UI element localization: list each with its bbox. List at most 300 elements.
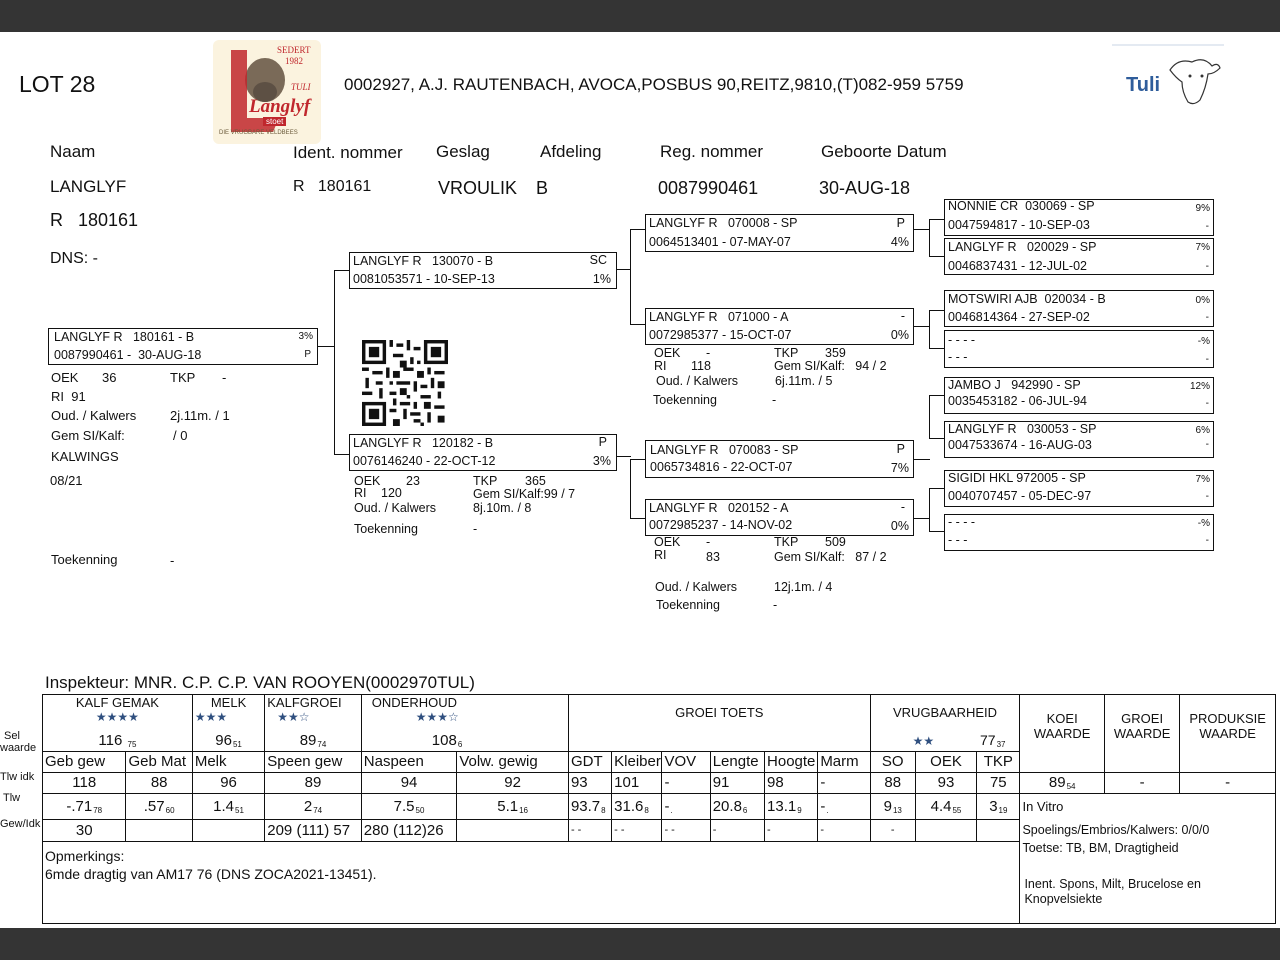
gew-idk-value: - -: [664, 824, 675, 836]
sel-melk-sub: 51: [232, 740, 242, 749]
tlw-sub: 8: [601, 805, 606, 815]
tlw-idk-cell: [457, 772, 569, 793]
ggp-flag: -: [1205, 535, 1209, 546]
side-label-sel: Sel: [4, 730, 20, 742]
tlw-idk-cell: [361, 772, 457, 793]
gp-line1: LANGLYF R 070008 - SP: [649, 216, 798, 230]
ggp-line2: 0047533674 - 16-AUG-03: [948, 438, 1092, 452]
tlw-idk-cell: [977, 772, 1020, 793]
dam-tkp-label: TKP: [473, 474, 498, 488]
col-header: Melk: [192, 751, 264, 772]
langlyf-logo: [213, 40, 321, 144]
melk-header: [192, 695, 264, 731]
tlw-group: [66, 798, 102, 815]
dam-box: [349, 434, 617, 471]
gp2-tkp: 359: [825, 346, 846, 360]
animal-afdeling: B: [536, 178, 549, 198]
gp-pct: 0%: [890, 519, 909, 533]
sel-kalfgroei-sub: 74: [317, 740, 327, 749]
tlw-cell: [818, 793, 870, 819]
line-to-sire: [334, 270, 350, 271]
subject-line1: LANGLYF R 180161 - B: [54, 330, 195, 344]
remarks-cell: [43, 841, 1020, 923]
line-gp3-out: [914, 459, 930, 460]
line-gp4-ggp: [929, 488, 930, 532]
line-dam-out: [617, 456, 631, 457]
tlw-value: 5.1: [497, 797, 519, 815]
ggp-line1: LANGLYF R 020029 - SP: [948, 240, 1097, 254]
gew-idk-value: -: [890, 824, 895, 836]
dam-ri-label: RI: [354, 486, 367, 500]
tlw-cell: [977, 793, 1020, 819]
tlw-value: -.71: [66, 797, 93, 815]
line-subject: [318, 346, 335, 347]
produksie-waarde-header: PRODUKSIE WAARDE: [1180, 695, 1276, 773]
col-header: Naspeen: [361, 751, 457, 772]
tlw-value: 20.8: [712, 797, 742, 815]
line-gp1-ggp: [929, 219, 930, 257]
line-gp3-ggp: [929, 395, 930, 439]
gew-idk-value: -: [767, 824, 771, 836]
tlw-value: 4.4: [930, 797, 952, 815]
gew-idk-cell: [977, 819, 1020, 841]
performance-table: [42, 694, 1276, 924]
gew-idk-cell: [765, 819, 818, 841]
gp2-oek-label: OEK: [654, 346, 681, 360]
gew-idk-value: - -: [570, 824, 582, 836]
col-header: Lengte: [710, 751, 764, 772]
ggp-pct: 9%: [1195, 203, 1210, 214]
tlw-sub: 6: [742, 805, 748, 815]
line-to-ggp8: [929, 531, 944, 532]
gp2-toek-label: Toekenning: [653, 393, 717, 407]
subject-gem-label: Gem SI/Kalf:: [51, 428, 125, 443]
tlw-idk-row: [43, 772, 1276, 793]
logo-sedert: SEDERT: [277, 45, 311, 55]
gew-idk-value: 209 (111) 57: [267, 821, 351, 839]
tlw-cell: [765, 793, 818, 819]
gp-flag: -: [900, 309, 905, 323]
line-sire-out: [617, 269, 631, 270]
tlw-group: [767, 798, 802, 815]
gew-idk-cell: [710, 819, 764, 841]
dam-tkp: 365: [525, 474, 546, 488]
ggp-box: [944, 470, 1214, 507]
ggp-pct: -%: [1197, 336, 1210, 347]
koei-waarde-group: [1049, 774, 1076, 791]
subject-oek-label: OEK: [51, 370, 79, 385]
logo-stoet: stoet: [263, 117, 286, 126]
tlw-value: .57: [143, 797, 165, 815]
koei-waarde-header: KOEI WAARDE: [1020, 695, 1104, 773]
sel-onderhoud-value: 108: [431, 732, 457, 749]
ggp-line1: MOTSWIRI AJB 020034 - B: [948, 292, 1106, 306]
line-gp2-ggp: [929, 310, 930, 349]
tlw-idk-value: 93: [937, 774, 955, 791]
line-to-dam: [334, 454, 350, 455]
in-vitro-label: In Vitro: [1022, 798, 1064, 814]
tlw-idk-cell: [765, 772, 818, 793]
ggp-line2: 0035453182 - 06-JUL-94: [948, 394, 1087, 408]
gp-box: [645, 308, 914, 345]
ggp-line2: 0046814364 - 27-SEP-02: [948, 310, 1090, 324]
ggp-line1: - - - -: [948, 333, 976, 347]
qr-code: [360, 340, 450, 426]
col-header: Marm: [818, 751, 870, 772]
tlw-sub: 51: [235, 805, 244, 815]
remarks-row: [43, 841, 1276, 923]
sel-onderhoud: [361, 731, 568, 752]
produksie-waarde-value: -: [1225, 774, 1231, 791]
dam-oud: 8j.10m. / 8: [473, 501, 532, 515]
col-header: GDT: [568, 751, 611, 772]
dam-line1: LANGLYF R 120182 - B: [353, 436, 494, 450]
tlw-sub: 78: [93, 805, 103, 815]
side-label-waarde: waarde: [0, 742, 37, 754]
animal-geboorte: 30-AUG-18: [819, 178, 911, 198]
vrugbaarheid-stars: ★★: [912, 734, 935, 748]
groei-waarde-cell: [1104, 772, 1179, 793]
animal-ident: R 180161: [293, 178, 372, 195]
col-header: Geb Mat: [126, 751, 192, 772]
tlw-group: [820, 798, 828, 815]
gp4-oek-label: OEK: [654, 535, 681, 549]
tlw-cell: [870, 793, 915, 819]
gp-box: [645, 440, 914, 478]
gp-line1: LANGLYF R 070083 - SP: [650, 443, 799, 457]
koei-sub: 54: [1066, 782, 1076, 791]
line-gp4-out: [914, 518, 930, 519]
tlw-idk-value: 75: [989, 774, 1007, 791]
gp4-oud: 12j.1m. / 4: [774, 580, 833, 594]
line-to-gp1: [630, 229, 645, 230]
gp2-oud-label: Oud. / Kalwers: [656, 374, 738, 388]
tlw-value: 93.7: [570, 797, 601, 815]
ggp-box: [944, 377, 1214, 414]
tlw-idk-cell: [265, 772, 362, 793]
tlw-idk-cell: [126, 772, 192, 793]
tlw-sub: 50: [415, 805, 425, 815]
label-geboorte: Geboorte Datum: [821, 142, 947, 161]
sel-kalf-sub: 75: [127, 740, 137, 749]
ggp-pct: 6%: [1195, 425, 1210, 436]
line-to-ggp5: [929, 395, 944, 396]
gp-box: [645, 499, 914, 536]
onderhoud-stars: ★★★☆: [415, 710, 459, 724]
ggp-line2: 0046837431 - 12-JUL-02: [948, 259, 1087, 273]
kalf-gemak-label: KALF GEMAK: [75, 695, 159, 710]
tlw-value: 7.5: [393, 797, 415, 815]
tlw-idk-value: 94: [400, 774, 418, 791]
ggp-line2: 0040707457 - 05-DEC-97: [948, 489, 1092, 503]
logo-year: 1982: [285, 56, 303, 66]
tlw-idk-cell: [915, 772, 976, 793]
kalf-gemak-header: [43, 695, 193, 731]
gp-flag: P: [896, 442, 905, 456]
tlw-idk-value: 96: [220, 774, 237, 791]
sel-melk: [192, 731, 264, 752]
line-dam-gp: [630, 459, 631, 519]
kalfgroei-header: [265, 695, 362, 731]
melk-stars: ★★★: [194, 710, 228, 724]
tests-cell: [1020, 841, 1276, 923]
tlw-sub: 19: [998, 805, 1008, 815]
ggp-box: [944, 238, 1214, 275]
gp-line1: LANGLYF R 071000 - A: [649, 310, 789, 324]
dam-toek-label: Toekenning: [354, 522, 418, 536]
tlw-idk-value: -: [820, 774, 826, 791]
tuli-logo-text: Tuli: [1126, 74, 1161, 96]
gp2-ri-label: RI: [654, 359, 667, 373]
ggp-line1: LANGLYF R 030053 - SP: [948, 422, 1097, 436]
tlw-idk-cell: [662, 772, 710, 793]
vrugbaarheid-value: 77: [980, 732, 996, 748]
gew-idk-cell: [915, 819, 976, 841]
animal-reg: 0087990461: [658, 178, 759, 198]
col-header: Geb gew: [43, 751, 126, 772]
gp2-toek: -: [772, 393, 777, 407]
col-header: Speen gew: [265, 751, 362, 772]
gew-idk-cell: [361, 819, 457, 841]
logo-tuli: TULI: [291, 82, 311, 92]
subject-oek: 36: [102, 370, 117, 385]
subject-kalwings-date: 08/21: [50, 473, 83, 488]
tlw-idk-value: 88: [150, 774, 168, 791]
tlw-value: 9: [883, 797, 892, 815]
onderhoud-label: ONDERHOUD: [371, 695, 458, 710]
gp-pct: 4%: [890, 235, 909, 249]
kalf-gemak-stars: ★★★★: [95, 710, 139, 724]
spoelings-cell: [1020, 819, 1276, 841]
groei-toets-header: GROEI TOETS: [568, 695, 870, 752]
gew-idk-value: 30: [75, 821, 93, 839]
gp4-toek: -: [773, 598, 778, 612]
gp4-ri-label: RI: [654, 548, 667, 562]
gp2-oud: 6j.11m. / 5: [775, 374, 833, 388]
dam-line2: 0076146240 - 22-OCT-12: [353, 454, 496, 468]
ggp-flag: -: [1205, 491, 1209, 502]
koei-value: 89: [1048, 774, 1066, 791]
tlw-cell: [361, 793, 457, 819]
tlw-idk-value: 98: [767, 774, 784, 791]
tlw-value: -: [820, 797, 826, 815]
animal-dns: DNS: -: [50, 250, 98, 267]
gew-idk-value: - -: [614, 824, 625, 836]
tlw-idk-cell: [870, 772, 915, 793]
tlw-sub: 16: [519, 805, 528, 815]
line-to-ggp4: [929, 348, 944, 349]
ggp-line2: - - -: [948, 533, 968, 547]
tlw-cell: [265, 793, 362, 819]
line-to-ggp7: [929, 488, 944, 489]
label-afdeling: Afdeling: [540, 142, 602, 161]
tlw-sub: 55: [952, 805, 962, 815]
tlw-idk-value: 88: [884, 774, 902, 791]
tlw-group: [394, 798, 425, 815]
side-label-tlw-idk: Tlw idk: [0, 771, 35, 783]
gp4-oud-label: Oud. / Kalwers: [655, 580, 737, 594]
sel-kalfgroei-value: 89: [299, 732, 317, 749]
tlw-idk-value: 118: [72, 774, 97, 791]
subject-toek-label: Toekenning: [51, 552, 118, 567]
tuli-logo: [1112, 44, 1224, 114]
tlw-idk-cell: [192, 772, 264, 793]
tlw-cell: [662, 793, 710, 819]
inspector: Inspekteur: MNR. C.P. C.P. VAN ROOYEN(0002970TUL): [45, 673, 475, 692]
sire-line1: LANGLYF R 130070 - B: [353, 254, 494, 268]
tlw-sub: 60: [165, 805, 175, 815]
gp-pct: 0%: [890, 328, 909, 342]
col-header: Kleiber: [612, 751, 662, 772]
vrugbaarheid-label: VRUGBAARHEID: [893, 705, 998, 720]
sel-kalf-gemak: [43, 731, 193, 752]
side-label-tlw: Tlw: [3, 792, 21, 804]
gp4-oek: -: [706, 535, 711, 549]
dam-flag: P: [598, 435, 607, 449]
gp2-gem: Gem SI/Kalf: 94 / 2: [774, 359, 887, 373]
gp-flag: P: [896, 216, 905, 230]
sire-line2: 0081053571 - 10-SEP-13: [353, 272, 495, 286]
tlw-group: [664, 798, 672, 815]
gp-line2: 0064513401 - 07-MAY-07: [649, 235, 791, 249]
animal-geslag: VROULIK: [438, 178, 518, 198]
subject-flag: P: [304, 349, 311, 360]
tlw-row: [43, 793, 1276, 819]
dam-ri: 120: [381, 486, 402, 500]
gew-idk-cell: [457, 819, 569, 841]
tlw-group: [144, 798, 175, 815]
tlw-idk-cell: [710, 772, 764, 793]
spoelings-label: Spoelings/Embrios/Kalwers: 0/0/0: [1022, 823, 1210, 837]
tlw-sub: 8: [644, 805, 649, 815]
ggp-box: [944, 421, 1214, 458]
line-sire-gp: [630, 229, 631, 325]
tlw-value: -: [664, 797, 670, 815]
sel-onderhoud-sub: 6: [457, 740, 463, 749]
sel-melk-value: 96: [215, 732, 232, 749]
tlw-value: 13.1: [767, 797, 797, 815]
line-to-gp3: [630, 459, 645, 460]
gew-idk-cell: [612, 819, 662, 841]
vrugbaarheid-sub: 37: [996, 740, 1006, 749]
in-vitro-cell: [1020, 793, 1276, 819]
lot-number: LOT 28: [19, 71, 96, 97]
gew-idk-value: -: [820, 824, 824, 836]
kalfgroei-label: KALFGROEI: [267, 695, 342, 710]
remarks-label: Opmerkings:: [45, 847, 125, 864]
col-header: TKP: [977, 751, 1020, 772]
line-to-ggp1: [929, 219, 944, 220]
tlw-cell: [710, 793, 764, 819]
ggp-flag: -: [1205, 398, 1209, 409]
gew-idk-cell: [818, 819, 870, 841]
kalfgroei-stars: ★★☆: [277, 710, 310, 724]
groei-waarde-value: -: [1139, 774, 1145, 791]
gp-line2: 0072985237 - 14-NOV-02: [649, 518, 793, 532]
tlw-sub: .: [670, 805, 673, 815]
gp4-toek-label: Toekenning: [656, 598, 720, 612]
gew-idk-cell: [568, 819, 611, 841]
ggp-box: [944, 330, 1214, 368]
tlw-cell: [43, 793, 126, 819]
gew-idk-cell: [192, 819, 264, 841]
gp-box: [645, 214, 914, 252]
subject-line2: 0087990461 - 30-AUG-18: [54, 348, 202, 362]
subject-pct: 3%: [298, 331, 313, 342]
melk-label: MELK: [210, 695, 247, 710]
ggp-pct: 7%: [1195, 242, 1210, 253]
col-header: SO: [870, 751, 915, 772]
subject-tkp: -: [222, 370, 227, 385]
ggp-line1: JAMBO J 942990 - SP: [948, 378, 1081, 392]
ggp-flag: -: [1205, 439, 1209, 450]
tlw-group: [614, 798, 649, 815]
tlw-sub: 74: [313, 805, 323, 815]
gp-line2: 0065734816 - 22-OCT-07: [650, 460, 793, 474]
gp2-tkp-label: TKP: [774, 346, 799, 360]
gp-line1: LANGLYF R 020152 - A: [649, 501, 789, 515]
ggp-pct: -%: [1197, 518, 1210, 529]
gp4-tkp: 509: [825, 535, 846, 549]
line-gp2-out: [914, 326, 930, 327]
koei-waarde-cell: [1020, 772, 1104, 793]
tlw-group: [989, 798, 1007, 815]
sire-pct: 1%: [592, 272, 611, 286]
col-header: Hoogte: [765, 751, 818, 772]
tlw-idk-value: 93: [570, 774, 588, 791]
subject-box: [48, 328, 318, 365]
tlw-group: [497, 798, 528, 815]
tlw-idk-value: -: [664, 774, 670, 791]
gew-idk-cell: [43, 819, 126, 841]
tlw-idk-value: 101: [614, 774, 640, 791]
tlw-value: 3: [989, 797, 998, 815]
dam-oud-label: Oud. / Kalwers: [354, 501, 436, 515]
animal-naam: LANGLYF: [50, 177, 127, 196]
ggp-line1: SIGIDI HKL 972005 - SP: [948, 471, 1086, 485]
side-label-gew-idk: Gew/Idk: [0, 818, 41, 830]
logo-brand: Langlyf: [249, 96, 311, 117]
gp4-tkp-label: TKP: [774, 535, 799, 549]
line-to-gp4: [630, 518, 645, 519]
gew-idk-cell: [126, 819, 192, 841]
subject-kalwings: KALWINGS: [51, 449, 119, 464]
gp4-ri: 83: [706, 550, 720, 564]
tlw-group: [931, 798, 962, 815]
onderhoud-header: [361, 695, 568, 731]
tlw-cell: [457, 793, 569, 819]
tlw-group: [213, 798, 244, 815]
ggp-flag: -: [1205, 261, 1209, 272]
gp2-ri: 118: [691, 359, 711, 373]
sel-kalfgroei: [265, 731, 362, 752]
ggp-flag: -: [1205, 354, 1209, 365]
sire-flag: SC: [589, 253, 607, 267]
ggp-box: [944, 199, 1214, 236]
subject-gem: / 0: [173, 428, 188, 443]
tlw-idk-value: 91: [712, 774, 730, 791]
top-bar: [0, 0, 1280, 32]
dam-toek: -: [473, 522, 478, 536]
label-geslag: Geslag: [436, 142, 490, 161]
tlw-idk-cell: [612, 772, 662, 793]
vrugbaarheid-header: [870, 695, 1020, 752]
tlw-idk-value: 89: [304, 774, 322, 791]
tlw-group: [304, 798, 322, 815]
tlw-idk-value: 92: [504, 774, 521, 791]
ggp-flag: -: [1205, 312, 1209, 323]
gp2-oek: -: [706, 346, 711, 360]
